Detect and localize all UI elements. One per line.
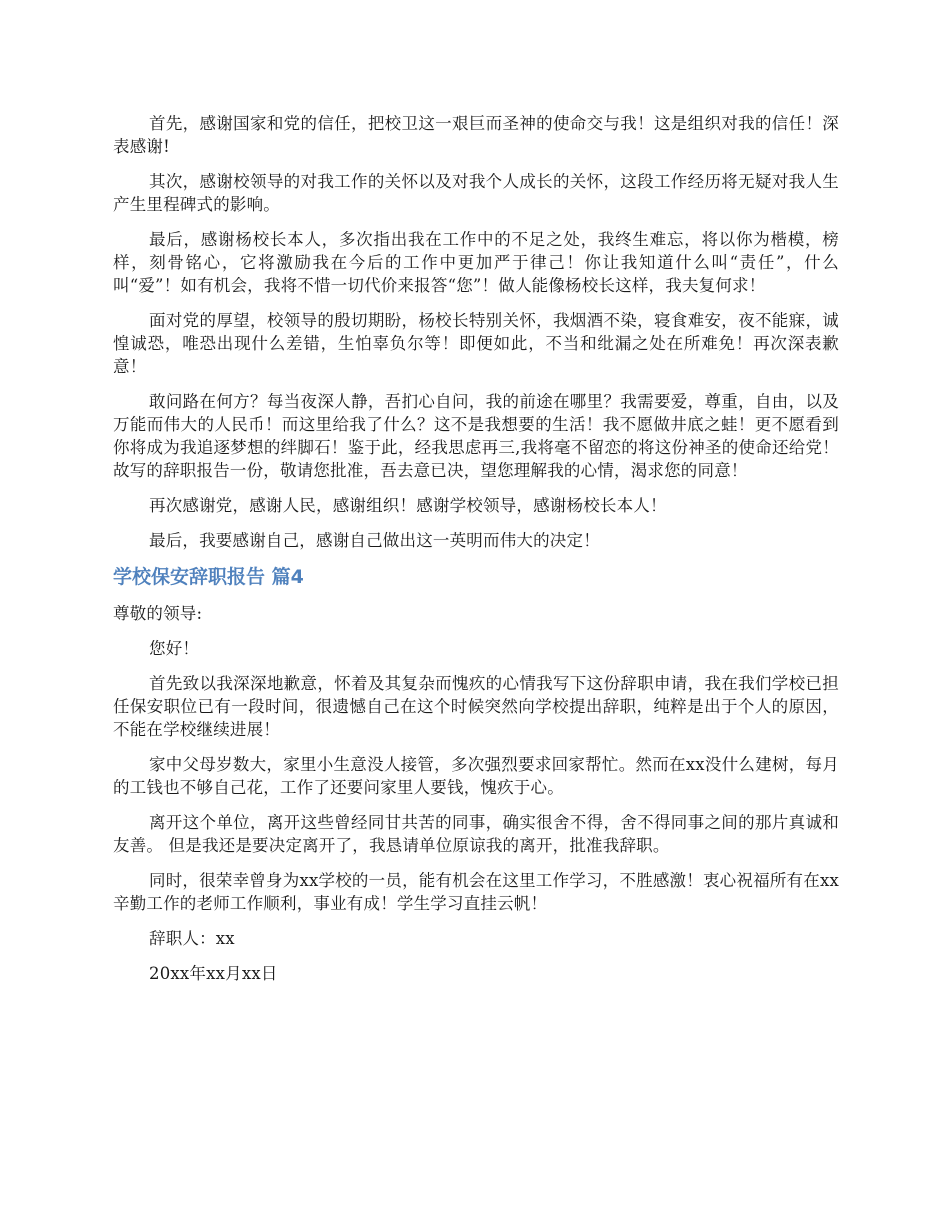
body-paragraph: 再次感谢党，感谢人民，感谢组织！感谢学校领导，感谢杨校长本人！ — [149, 496, 667, 515]
body-paragraph: 最后，我要感谢自己，感谢自己做出这一英明而伟大的决定！ — [149, 531, 600, 550]
body-paragraph: 首先，感谢国家和党的信任，把校卫这一艰巨而圣神的使命交与我！这是组织对我的信任！深表感谢! — [113, 114, 839, 156]
body-paragraph: 同时，很荣幸曾身为xx学校的一员，能有机会在这里工作学习，不胜感激！衷心祝福所有在xx辛勤工作的老师工作顺利，事业有成！学生学习直挂云帆！ — [113, 871, 839, 913]
body-paragraph: 其次，感谢校领导的对我工作的关怀以及对我个人成长的关怀，这段工作经历将无疑对我人生产生里程碑式的影响。 — [113, 172, 839, 214]
signature-name: 辞职人：xx — [149, 929, 235, 948]
signature-date: 20xx年xx月xx日 — [149, 964, 278, 983]
body-paragraph: 离开这个单位，离开这些曾经同甘共苦的同事，确实很舍不得，舍不得同事之间的那片真诚和友善。 但是我还是要决定离开了，我恳请单位原谅我的离开，批准我辞职。 — [113, 813, 839, 855]
section-heading: 学校保安辞职报告 篇4 — [113, 566, 304, 588]
body-paragraph: 最后，感谢杨校长本人，多次指出我在工作中的不足之处，我终生难忘，将以你为楷模，榜样，刻骨铭心，它将激励我在今后的工作中更加严于律己！你让我知道什么叫“责任”，什么叫“爱”！如有机会，我将不惜一切代价来报答“您”！做人能像杨校长这样，我夫复何求！ — [113, 230, 839, 295]
body-paragraph: 面对党的厚望，校领导的殷切期盼，杨校长特别关怀，我烟酒不染，寝食难安，夜不能寐，诚惶诚恐，唯恐出现什么差错，生怕辜负尔等！即便如此，不当和纰漏之处在所难免！再次深表歉意！ — [113, 311, 839, 376]
body-paragraph: 首先致以我深深地歉意，怀着及其复杂而愧疚的心情我写下这份辞职申请，我在我们学校已担任保安职位已有一段时间，很遗憾自己在这个时候突然向学校提出辞职，纯粹是出于个人的原因，不能在学校继续进展！ — [113, 674, 839, 739]
body-paragraph: 家中父母岁数大，家里小生意没人接管，多次强烈要求回家帮忙。然而在xx没什么建树，每月的工钱也不够自己花，工作了还要问家里人要钱，愧疚于心。 — [113, 755, 839, 797]
document-page — [113, 112, 839, 997]
body-paragraph: 敢问路在何方？每当夜深人静，吾扪心自问，我的前途在哪里？我需要爱，尊重，自由，以及万能而伟大的人民币！而这里给我了什么？这不是我想要的生活！我不愿做井底之蛙！更不愿看到你将成为我追逐梦想的绊脚石！鉴于此，经我思虑再三,我将毫不留恋的将这份神圣的使命还给党！故写的辞职报告一份，敬请您批准，吾去意已决，望您理解我的心情，渴求您的同意！ — [113, 392, 839, 480]
greeting: 您好！ — [149, 639, 200, 658]
salutation: 尊敬的领导: — [113, 604, 203, 623]
